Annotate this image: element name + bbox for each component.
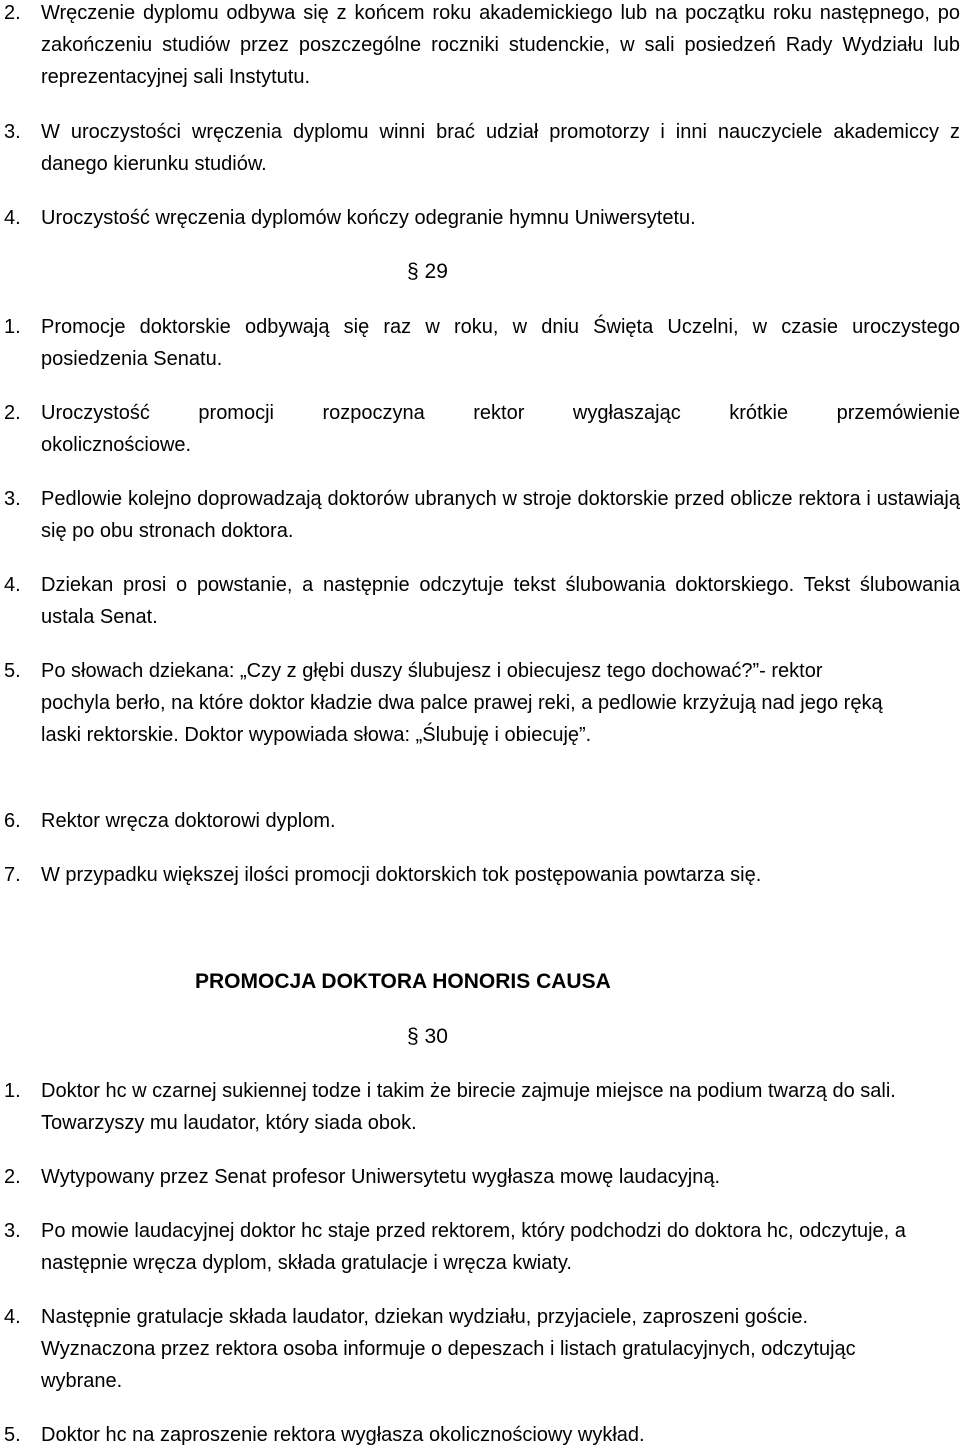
item-text: W przypadku większej ilości promocji doktorskich tok postępowania powtarza się. [41,864,762,886]
item-number: 3. [4,1220,21,1242]
paragraph-label: § 29 [407,260,448,283]
item-number: 1. [4,316,21,338]
item-number: 5. [4,660,21,682]
list-item [4,569,960,633]
item-number: 4. [4,574,21,596]
list-item [4,311,960,375]
list-item [4,655,960,751]
list-item [4,805,960,837]
item-text: Następnie gratulacje składa laudator, dziekan wydziału, przyjaciele, zaproszeni goście. Wyznaczona przez rektora osoba informuje o depeszach i listach gratulacyjnych, odczytując wybrane. [41,1306,856,1392]
list-item [4,859,960,891]
item-number: 2. [4,2,21,24]
item-text: Doktor hc w czarnej sukiennej todze i takim że birecie zajmuje miejsce na podium twarzą do sali. Towarzyszy mu laudator, który siada obok. [41,1080,896,1134]
item-text: Po słowach dziekana: „Czy z głębi duszy ślubujesz i obiecujesz tego dochować?”- rektor pochyla berło, na które doktor kładzie dwa palce prawej reki, a pedlowie krzyżują nad jego ręką laski rektorskie. Doktor wypowiada słowa: „Ślubuję i obiecuję”. [41,660,883,746]
item-text: Promocje doktorskie odbywają się raz w roku, w dniu Święta Uczelni, w czasie uroczystego posiedzenia Senatu. [41,316,960,370]
item-number: 4. [4,1306,21,1328]
item-text: Uroczystość promocji rozpoczyna rektor wygłaszając krótkie przemówienie okolicznościowe. [41,402,960,456]
list-item [4,1161,960,1193]
list-item [4,1301,960,1397]
item-number: 5. [4,1424,21,1446]
item-number: 3. [4,121,21,143]
list-item [4,202,960,234]
list-item [4,116,960,180]
paragraph-label: § 30 [407,1025,448,1048]
item-number: 2. [4,402,21,424]
item-text: Wręczenie dyplomu odbywa się z końcem roku akademickiego lub na początku roku następnego, po zakończeniu studiów przez poszczególne roczniki studenckie, w sali posiedzeń Rady Wydziału lub reprezentacyjnej sali Instytutu. [41,2,960,88]
item-text: Wytypowany przez Senat profesor Uniwersytetu wygłasza mowę laudacyjną. [41,1166,721,1188]
item-number: 2. [4,1166,21,1188]
list-item [4,483,960,547]
item-text: Dziekan prosi o powstanie, a następnie odczytuje tekst ślubowania doktorskiego. Tekst ślubowania ustala Senat. [41,574,960,628]
list-item [4,1075,960,1139]
list-item [4,0,960,93]
item-text: Po mowie laudacyjnej doktor hc staje przed rektorem, który podchodzi do doktora hc, odczytuje, a następnie wręcza dyplom, składa gratulacje i wręcza kwiaty. [41,1220,906,1274]
item-number: 4. [4,207,21,229]
item-number: 6. [4,810,21,832]
item-number: 1. [4,1080,21,1102]
item-text: Uroczystość wręczenia dyplomów kończy odegranie hymnu Uniwersytetu. [41,207,696,229]
item-text: Doktor hc na zaproszenie rektora wygłasza okolicznościowy wykład. [41,1424,645,1446]
item-number: 3. [4,488,21,510]
list-item [4,397,960,461]
list-item [4,1419,960,1451]
item-text: W uroczystości wręczenia dyplomu winni brać udział promotorzy i inni nauczyciele akademiccy z danego kierunku studiów. [41,121,960,175]
list-item [4,1215,960,1279]
item-text: Pedlowie kolejno doprowadzają doktorów ubranych w stroje doktorskie przed oblicze rektora i ustawiają się po obu stronach doktora. [41,488,960,542]
section-title: PROMOCJA DOKTORA HONORIS CAUSA [195,970,611,993]
item-number: 7. [4,864,21,886]
item-text: Rektor wręcza doktorowi dyplom. [41,810,336,832]
